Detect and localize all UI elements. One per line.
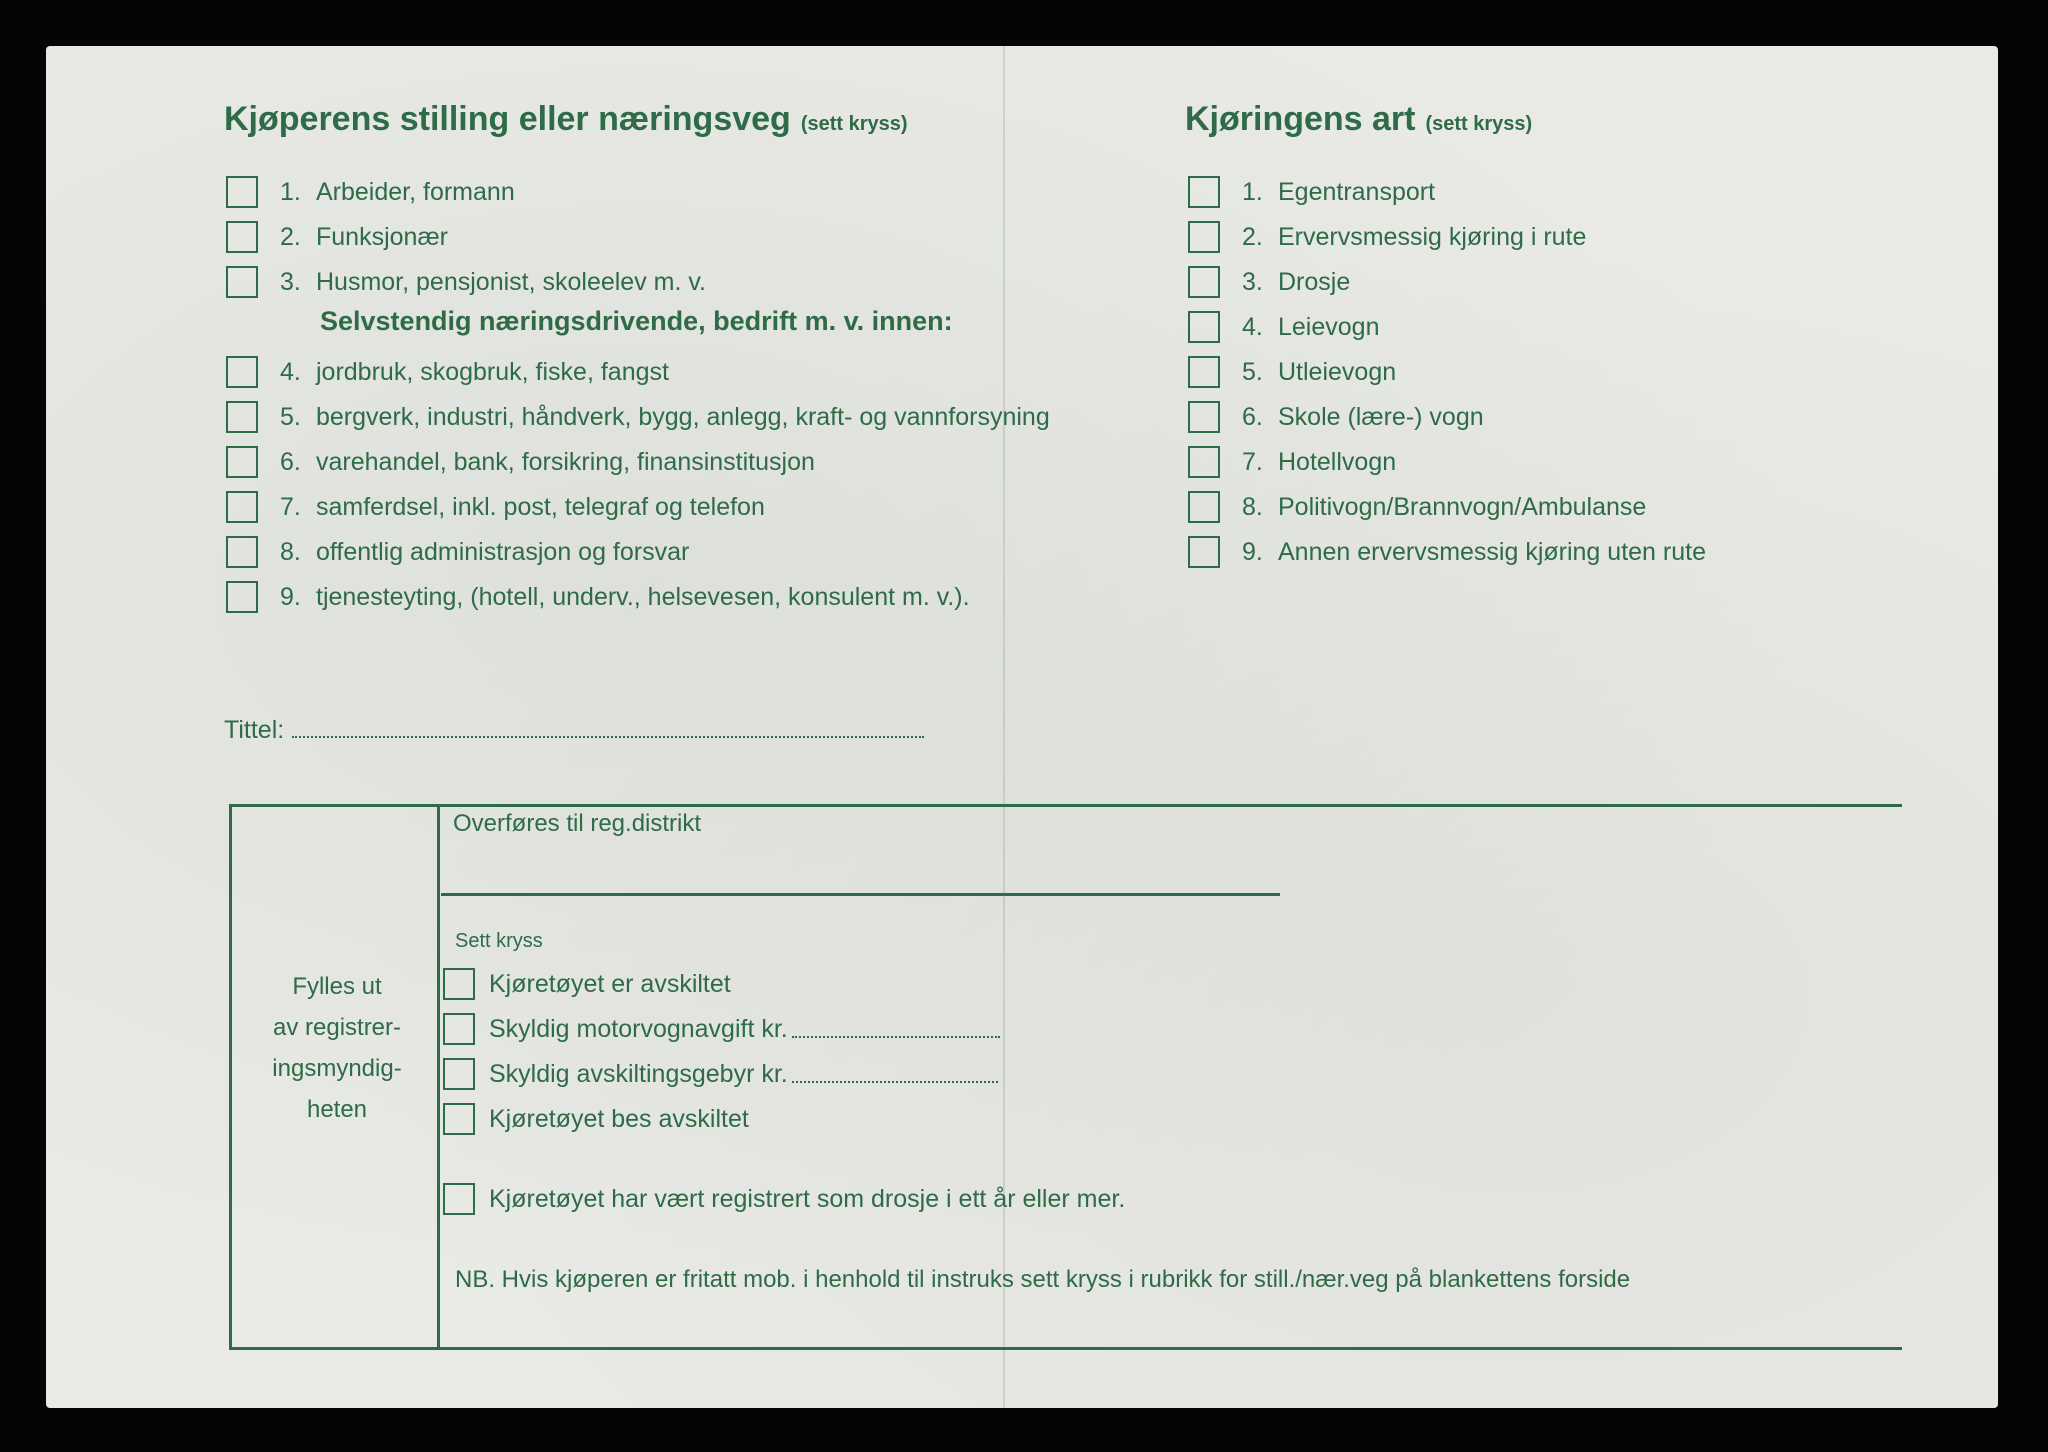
checkbox[interactable] <box>1188 401 1220 433</box>
driving-option-7[interactable] <box>1188 444 1396 480</box>
side-label-line: heten <box>306 1096 368 1123</box>
option-label: Politivogn/Brannvogn/Ambulanse <box>1278 492 1647 521</box>
side-label-line: av registrer- <box>272 1014 402 1041</box>
option-number: 9. <box>1242 537 1263 566</box>
driving-option-9[interactable] <box>1188 534 1706 570</box>
option-label: Drosje <box>1278 267 1351 296</box>
check-label: Skyldig avskiltingsgebyr kr. <box>489 1059 788 1088</box>
checkbox[interactable] <box>1188 266 1220 298</box>
checkbox[interactable] <box>226 266 258 298</box>
buyer-occupation-note: (sett kryss) <box>800 113 908 135</box>
driving-type-title: Kjøringens art <box>1185 100 1416 138</box>
driving-option-6[interactable] <box>1188 399 1484 435</box>
checkbox[interactable] <box>1188 446 1220 478</box>
transfer-line[interactable] <box>441 893 1280 896</box>
buyer-occupation-title: Kjøperens stilling eller næringsveg <box>224 100 791 138</box>
self-employed-subheading: Selvstendig næringsdrivende, bedrift m. v. innen: <box>320 306 953 336</box>
amount-dotted-line[interactable] <box>792 1020 1000 1038</box>
check-request-deregistration[interactable] <box>443 1101 749 1137</box>
option-number: 9. <box>280 582 301 611</box>
driving-option-5[interactable] <box>1188 354 1396 390</box>
option-label: Husmor, pensjonist, skoleelev m. v. <box>316 267 706 296</box>
check-label: Kjøretøyet er avskiltet <box>489 969 731 998</box>
check-deregistration-fee-owed[interactable] <box>443 1056 998 1092</box>
side-label-line: Fylles ut <box>292 973 382 1000</box>
check-registered-taxi[interactable] <box>443 1181 1125 1217</box>
option-label: varehandel, bank, forsikring, finansinstitusjon <box>316 447 815 476</box>
driving-option-3[interactable] <box>1188 264 1350 300</box>
checkbox[interactable] <box>226 581 258 613</box>
option-label: offentlig administrasjon og forsvar <box>316 537 690 566</box>
option-label: Egentransport <box>1278 177 1436 206</box>
title-field[interactable] <box>224 716 924 745</box>
checkbox[interactable] <box>226 176 258 208</box>
option-number: 4. <box>280 357 301 386</box>
option-label: Arbeider, formann <box>316 177 515 206</box>
check-deregistered[interactable] <box>443 966 731 1002</box>
checkbox[interactable] <box>443 1013 475 1045</box>
option-number: 2. <box>1242 222 1263 251</box>
checkbox[interactable] <box>226 446 258 478</box>
driving-type-heading <box>1185 100 1532 139</box>
option-label: Annen ervervsmessig kjøring uten rute <box>1278 537 1706 566</box>
checkbox[interactable] <box>1188 221 1220 253</box>
option-label: Ervervsmessig kjøring i rute <box>1278 222 1587 251</box>
checkbox[interactable] <box>443 1183 475 1215</box>
check-motor-tax-owed[interactable] <box>443 1011 1000 1047</box>
option-number: 5. <box>1242 357 1263 386</box>
registry-side-label <box>232 966 442 1130</box>
occupation-option-4[interactable] <box>226 354 669 390</box>
option-number: 6. <box>1242 402 1263 431</box>
driving-type-note: (sett kryss) <box>1425 113 1533 135</box>
option-number: 6. <box>280 447 301 476</box>
option-number: 8. <box>280 537 301 566</box>
option-label: Utleievogn <box>1278 357 1397 386</box>
box-top-border <box>229 804 1902 807</box>
box-bottom-border <box>229 1347 1902 1350</box>
option-number: 8. <box>1242 492 1263 521</box>
amount-dotted-line[interactable] <box>792 1065 998 1083</box>
option-label: tjenesteyting, (hotell, underv., helsevesen, konsulent m. v.). <box>316 582 970 611</box>
checkbox[interactable] <box>443 1058 475 1090</box>
option-label: Hotellvogn <box>1278 447 1397 476</box>
checkbox[interactable] <box>226 401 258 433</box>
option-label: samferdsel, inkl. post, telegraf og telefon <box>316 492 765 521</box>
occupation-option-3[interactable] <box>226 264 706 300</box>
option-label: bergverk, industri, håndverk, bygg, anlegg, kraft- og vannforsyning <box>316 402 1050 431</box>
option-number: 7. <box>280 492 301 521</box>
driving-option-2[interactable] <box>1188 219 1586 255</box>
option-number: 5. <box>280 402 301 431</box>
occupation-option-9[interactable] <box>226 579 970 615</box>
driving-option-1[interactable] <box>1188 174 1435 210</box>
check-label: Kjøretøyet bes avskiltet <box>489 1104 749 1133</box>
title-label: Tittel: <box>224 716 285 744</box>
option-number: 1. <box>1242 177 1263 206</box>
option-number: 4. <box>1242 312 1263 341</box>
checkbox[interactable] <box>1188 536 1220 568</box>
checkbox[interactable] <box>226 536 258 568</box>
option-label: Leievogn <box>1278 312 1380 341</box>
occupation-option-1[interactable] <box>226 174 515 210</box>
checkbox[interactable] <box>1188 311 1220 343</box>
check-label: Skyldig motorvognavgift kr. <box>489 1014 788 1043</box>
option-number: 3. <box>1242 267 1263 296</box>
checkbox[interactable] <box>1188 356 1220 388</box>
driving-option-4[interactable] <box>1188 309 1379 345</box>
occupation-option-5[interactable] <box>226 399 1050 435</box>
occupation-option-2[interactable] <box>226 219 448 255</box>
checkbox[interactable] <box>226 221 258 253</box>
sett-kryss-label: Sett kryss <box>455 930 543 952</box>
nb-note: NB. Hvis kjøperen er fritatt mob. i henhold til instruks sett kryss i rubrikk for still./nær.veg på blankettens forside <box>455 1266 1631 1293</box>
option-number: 7. <box>1242 447 1263 476</box>
check-label: Kjøretøyet har vært registrert som drosje i ett år eller mer. <box>489 1184 1126 1213</box>
option-number: 3. <box>280 267 301 296</box>
title-dotted-line[interactable] <box>292 718 924 738</box>
occupation-option-7[interactable] <box>226 489 765 525</box>
buyer-occupation-heading <box>224 100 908 139</box>
checkbox[interactable] <box>1188 491 1220 523</box>
option-number: 2. <box>280 222 301 251</box>
checkbox[interactable] <box>226 491 258 523</box>
checkbox[interactable] <box>443 968 475 1000</box>
side-label-line: ingsmyndig- <box>272 1055 402 1082</box>
driving-option-8[interactable] <box>1188 489 1646 525</box>
option-label: Funksjonær <box>316 222 448 251</box>
checkbox[interactable] <box>443 1103 475 1135</box>
checkbox[interactable] <box>226 356 258 388</box>
option-label: Skole (lære-) vogn <box>1278 402 1484 431</box>
option-label: jordbruk, skogbruk, fiske, fangst <box>316 357 669 386</box>
transfer-label: Overføres til reg.distrikt <box>453 810 702 837</box>
option-number: 1. <box>280 177 301 206</box>
checkbox[interactable] <box>1188 176 1220 208</box>
occupation-option-8[interactable] <box>226 534 689 570</box>
occupation-option-6[interactable] <box>226 444 815 480</box>
